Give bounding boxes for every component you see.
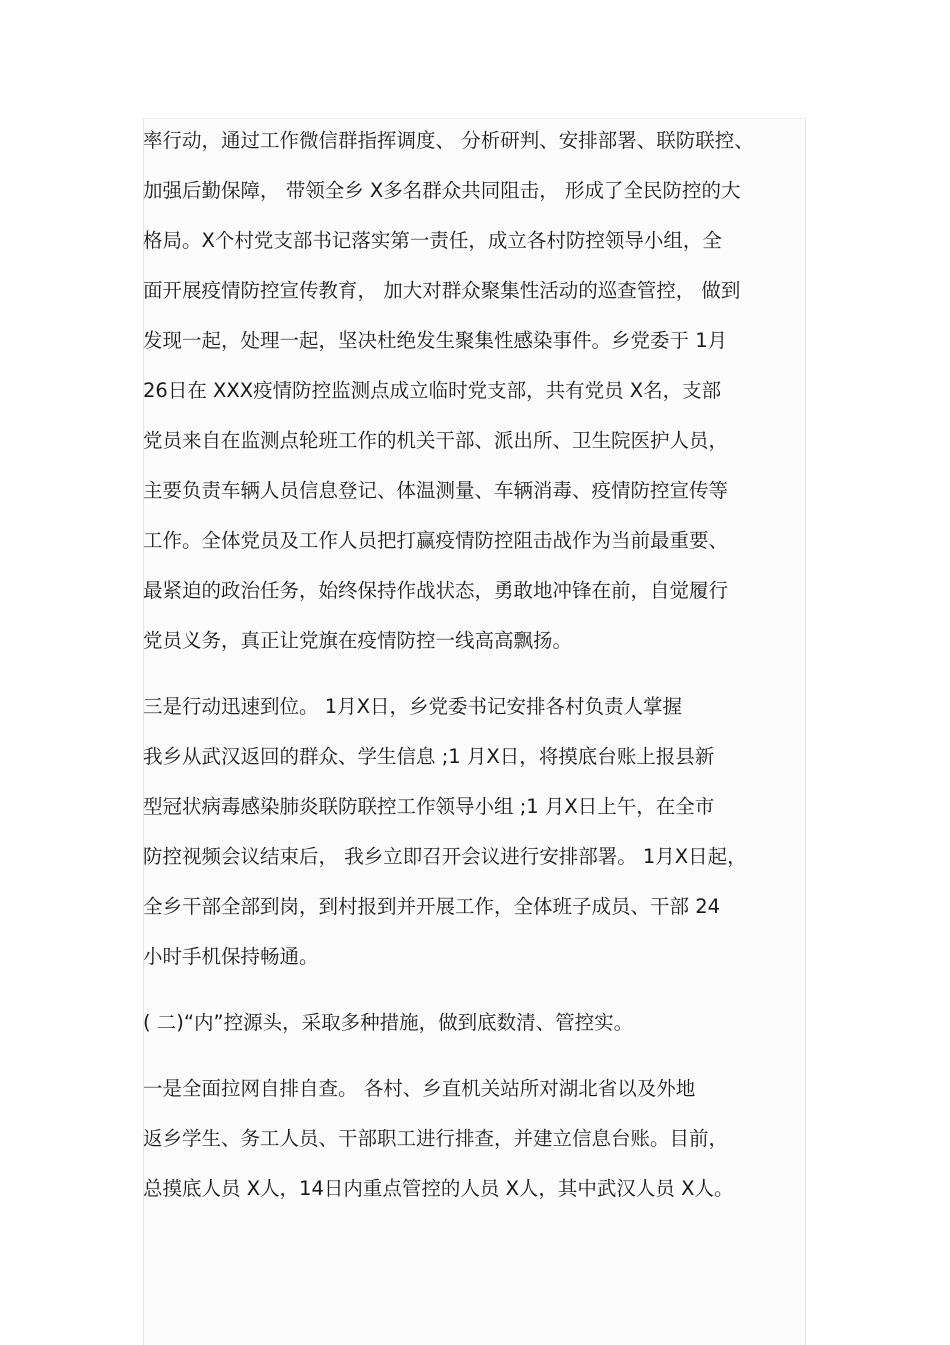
text-line: 工作。全体党员及工作人员把打赢疫情防控阻击战作为当前最重要、 <box>143 529 729 552</box>
text-line: 三是行动迅速到位。 1月X日，乡党委书记安排各村负责人掌握 <box>143 695 682 718</box>
paragraph-spacer <box>143 990 813 1006</box>
paragraph-1 <box>143 124 813 674</box>
text-line: 我乡从武汉返回的群众、学生信息 ;1 月X日，将摸底台账上报县新 <box>143 745 715 768</box>
paragraph-spacer <box>143 1056 813 1072</box>
document-body <box>143 124 813 1222</box>
paragraph-2 <box>143 690 813 990</box>
text-line: 总摸底人员 X人，14日内重点管控的人员 X人，其中武汉人员 X人。 <box>143 1177 734 1200</box>
text-line: 一是全面拉网自排自查。 各村、乡直机关站所对湖北省以及外地 <box>143 1077 696 1100</box>
text-line: 格局。X个村党支部书记落实第一责任，成立各村防控领导小组，全 <box>143 229 722 252</box>
text-line: 最紧迫的政治任务，始终保持作战状态，勇敢地冲锋在前，自觉履行 <box>143 579 729 602</box>
section-heading <box>143 1006 813 1056</box>
text-line: 面开展疫情防控宣传教育， 加大对群众聚集性活动的巡查管控， 做到 <box>143 279 741 302</box>
text-line: 返乡学生、务工人员、干部职工进行排查，并建立信息台账。目前， <box>143 1127 729 1150</box>
text-line: 率行动，通过工作微信群指挥调度、 分析研判、安排部署、联防联控、 <box>143 129 754 152</box>
text-line: ( 二)“内”控源头，采取多种措施，做到底数清、管控实。 <box>143 1011 634 1034</box>
text-line: 党员义务，真正让党旗在疫情防控一线高高飘扬。 <box>143 629 573 652</box>
text-line: 发现一起，处理一起，坚决杜绝发生聚集性感染事件。乡党委于 1月 <box>143 329 728 352</box>
text-line: 全乡干部全部到岗，到村报到并开展工作，全体班子成员、干部 24 <box>143 895 721 918</box>
text-line: 主要负责车辆人员信息登记、体温测量、车辆消毒、疫情防控宣传等 <box>143 479 729 502</box>
text-line: 党员来自在监测点轮班工作的机关干部、派出所、卫生院医护人员， <box>143 429 729 452</box>
text-line: 型冠状病毒感染肺炎联防联控工作领导小组 ;1 月X日上午，在全市 <box>143 795 715 818</box>
paragraph-spacer <box>143 674 813 690</box>
text-line: 小时手机保持畅通。 <box>143 945 319 968</box>
text-line: 26日在 XXX疫情防控监测点成立临时党支部，共有党员 X名，支部 <box>143 379 722 402</box>
paragraph-3 <box>143 1072 813 1222</box>
text-line: 加强后勤保障， 带领全乡 X多名群众共同阻击， 形成了全民防控的大 <box>143 179 741 202</box>
text-line: 防控视频会议结束后， 我乡立即召开会议进行安排部署。 1月X日起， <box>143 845 747 868</box>
